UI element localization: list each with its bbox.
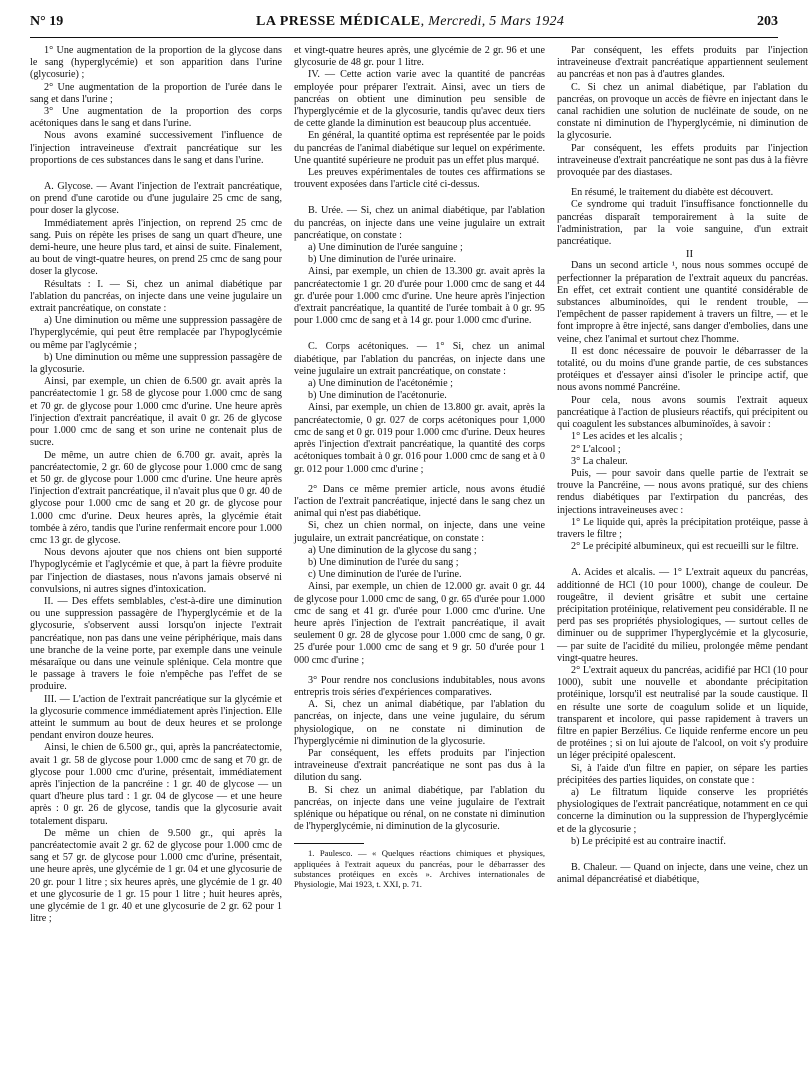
list-item: a) Le filtratum liquide conserve les propriétés physiologiques de l'extrait pancréatique, notamment en ce qui concerne la diminution ou la suppression de l'hyperglycémie et de la glycosurie ; [557, 786, 808, 835]
list-item: b) Une diminution de l'urée urinaire. [308, 254, 457, 266]
paragraph: Il est donc nécessaire de pouvoir le débarrasser de la totalité, ou du moins d'une grande partie, de ces substances protéiques et d'essayer ainsi d'isoler le principe actif, que nous avons nommé Pancréine. [557, 345, 808, 394]
list-item: a) Une diminution de l'acétonémie ; [308, 378, 453, 390]
paragraph: Pour cela, nous avons soumis l'extrait aqueux pancréatique à l'action de plusieurs réactifs, qui précipitent ou qui coagulent les substances albuminoïdes, à savoir : [557, 394, 808, 431]
section-heading-uree: B. Urée. — Si, chez un animal diabétique, par l'ablation du pancréas, on injecte dans une veine jugulaire un extrait pancréatique, on constate : [294, 205, 545, 241]
paragraph: 3° Pour rendre nos conclusions indubitables, nous avons entrepris trois séries d'expériences comparatives. [294, 674, 545, 698]
paragraph: 3° Une augmentation de la proportion des corps acétoniques dans le sang et dans l'urine. [30, 106, 282, 130]
paragraph: 2° L'extrait aqueux du pancréas, acidifié par HCl (10 pour 1000), subit une nouvelle et abondante précipitation protéinique, lorsqu'il est neutralisé par la soude caustique. Il en résulte une sorte de coagulum solide et un liquide, transparent et incolore, qui passe rapidement à travers un filtre en papier Berzélius. Ce liquide renferme encore un peu de protéines ; si on lui ajoute de l'alcool, on voit s'y produire un léger précipité opalescent. [557, 664, 808, 762]
paragraph: Ainsi, le chien de 6.500 gr., qui, après la pancréatectomie, avait 1 gr. 58 de glycose pour 1.000 cmc de sang et 70 gr. de glycose pour 1.000 cmc d'urine, présentait, immédiatement après l'injection de la pancréine : 1 gr. 40 de glycose — un quart d'heure plus tard : 1 gr. 04 de glycose — et une heure après : 0 gr. 26 de glycose, tandis que la glycosurie avait totalement disparu. [30, 742, 282, 827]
paragraph: Ainsi, par exemple, un chien de 12.000 gr. avait 0 gr. 44 de glycose pour 1.000 cmc de sang, 0 gr. 65 d'urée pour 1.000 cmc de sang et 41 gr. d'urée pour 1.000 cmc d'urine. Une heure après l'injection de l'extrait pancréatique, il avait seulement 0 gr. 28 de glycose pour 1.000 cmc de sang, 0 gr. 25 d'urée pour 1.000 cmc de sang et 9 gr. 50 d'urée pour 1 000 cmc d'urine ; [294, 581, 545, 666]
paragraph: 1° Une augmentation de la proportion de la glycose dans le sang (hyperglycémie) et son apparition dans l'urine (glycosurie) ; [30, 45, 282, 81]
paragraph: De même un chien de 9.500 gr., qui après la pancréatectomie avait 2 gr. 62 de glycose pour 1.000 cmc de sang et 57 gr. de glycose pour 1.000 cmc d'urine, présentait, une heure après, une glycémie de 1 gr. 04 et une glycosurie de 20 gr. pour 1 litre ; six heures après, une glycémie de 1 gr. 40 et une glycosurie de 1 gr. 15 pour 1 litre ; huit heures après, une glycémie de 1 gr. 40 et une glycosurie de 2 gr. 62 pour 1 litre ; [30, 827, 282, 925]
page-header [30, 14, 778, 38]
footnote-rule [294, 843, 364, 844]
masthead: LA PRESSE MÉDICALE, Mercredi, 5 Mars 1924 [256, 14, 565, 29]
paragraph: et vingt-quatre heures après, une glycémie de 2 gr. 96 et une glycosurie de 48 gr. pour 1 litre. [294, 45, 545, 69]
paragraph: Par conséquent, les effets produits par l'injection intraveineuse d'extrait pancréatique ne sont pas dus à la fièvre provoquée par des diastases. [557, 142, 808, 179]
paragraph: Ce syndrome qui traduit l'insuffisance fonctionnelle du pancréas disparaît temporairement à la suite de l'administration, par la voie sanguine, d'un extrait pancréatique. [557, 199, 808, 248]
paragraph: Les preuves expérimentales de toutes ces affirmations se trouvent exposées dans l'article cité ci-dessus. [294, 167, 545, 191]
section-number: II [685, 248, 694, 261]
paragraph: Puis, — pour savoir dans quelle partie de l'extrait se trouve la Pancréine, — nous avons pratiqué, sur des chiens rendus diabétiques par l'extirpation du pancréas, des injections intraveineuses avec : [557, 467, 808, 516]
paragraph: Immédiatement après l'injection, on reprend 25 cmc de sang. Puis on répète les prises de sang un quart d'heure, une demi-heure, une heure plus tard, et ainsi de suite. Finalement, au bout de vingt-quatre heures, on prend 25 cmc de sang pour doser la glycose. [30, 217, 282, 278]
paragraph: 2° Une augmentation de la proportion de l'urée dans le sang et dans l'urine ; [30, 81, 282, 105]
list-item: a) Une diminution de la glycose du sang ; [308, 544, 477, 556]
paragraph: II. — Des effets semblables, c'est-à-dire une diminution ou une suppression passagère de l'hyperglycémie et de la glycosurie, s'observent aussi lorsqu'on injecte l'extrait pancréatique, non pas dans une veine périphérique, mais dans une branche de la veine porte, par exemple dans une veinule mésaraïque ou dans une veinule splénique. Cela montre que le passage à travers le foie n'empêche pas l'effet de se produire. [30, 595, 282, 693]
text-columns [30, 45, 808, 1075]
page-number: 203 [757, 14, 778, 29]
paragraph: 2° Dans ce même premier article, nous avons étudié l'action de l'extrait pancréatique, injecté dans le sang chez un animal qui n'est pas diabétique. [294, 483, 545, 520]
column-3 [557, 45, 808, 1075]
column-1 [30, 45, 282, 1075]
paragraph: En résumé, le traitement du diabète est découvert. [571, 187, 774, 199]
list-item: 1° Le liquide qui, après la précipitation protéique, passe à travers le filtre ; [557, 516, 808, 540]
list-item: b) Une diminution ou même une suppression passagère de la glycosurie. [30, 351, 282, 376]
list-item: 1° Les acides et les alcalis ; [571, 431, 683, 443]
footnote: 1. Paulesco. — « Quelques réactions chimiques et physiques, appliquées à l'extrait aqueux du pancréas, pour le débarrasser des substances protéiques en excès ». Archives internationales de Physiologie, Mai 1923, t. XXI, p. 71. [294, 848, 545, 889]
paragraph: IV. — Cette action varie avec la quantité de pancréas employée pour préparer l'extrait. Ainsi, avec un tiers de pancréas on obtient une diminution peu sensible de l'hyperglycémie et de la glycosurie, tandis qu'avec deux tiers de cette glande la diminution est beaucoup plus accentuée. [294, 69, 545, 130]
paragraph: C. Si chez un animal diabétique, par l'ablation du pancréas, on provoque un accès de fièvre en injectant dans le canal rachidien une solution de nucléinate de soude, on ne constate ni diminution de l'hyperglycémie, ni diminution de la glycosurie. [557, 81, 808, 142]
paragraph: Dans un second article ¹, nous nous sommes occupé de perfectionner la préparation de l'extrait aqueux du pancréas. En effet, cet extrait contient une quantité considérable de substances albuminoïdes, qui le rendent trouble, — l'empêchent de passer rapidement à travers un filtre, — et le font impropre à être injecté, sans danger d'embolies, dans une veine, chez l'animal et surtout chez l'homme. [557, 260, 808, 345]
paragraph: Par conséquent, les effets produits par l'injection intraveineuse d'extrait pancréatique appartiennent seulement au pancréas et non pas à d'autres glandes. [557, 45, 808, 81]
list-item: b) Le précipité est au contraire inactif. [571, 835, 726, 847]
list-item: b) Une diminution de l'acétonurie. [308, 390, 447, 402]
paragraph: Si, chez un chien normal, on injecte, dans une veine jugulaire, un extrait pancréatique, on constate : [294, 520, 545, 544]
paragraph: En général, la quantité optima est représentée par le poids du pancréas de l'animal diabétique sur lequel on expérimente. Une quantité supérieure ne produit pas un effet plus marqué. [294, 130, 545, 166]
section-heading-acides-alcalis: A. Acides et alcalis. — 1° L'extrait aqueux du pancréas, additionné de HCl (10 pour 1000), change de couleur. De rougeâtre, il devient grisâtre et subit une certaine précipitation protéinique, relativement peu considérable. Il ne perd pas ses propriétés physiologiques, — surtout celles de diminuer ou de supprimer l'hyperglycémie et la glycosurie, — par suite de l'acidité du milieu, prolongée même pendant vingt-quatre heures. [557, 567, 808, 664]
paragraph: Nous devons ajouter que nos chiens ont bien supporté l'hypoglycémie et l'aglycémie et que, à part la fièvre produite par l'injection de diastases, nous n'avons jamais observé ni convulsions, ni autres signes d'intoxication. [30, 547, 282, 595]
issue-date: Mercredi, 5 Mars 1924 [428, 14, 565, 29]
paragraph: Ainsi, par exemple, un chien de 13.800 gr. avait, après la pancréatectomie, 0 gr. 027 de corps acétoniques pour 1,000 cmc de sang et 0 gr. 019 pour 1.000 cmc d'urine. Deux heures après l'injection d'extrait pancréatique, la quantité des corps acétoniques tombait à 0 gr. 016 pour 1.000 cmc de sang et à 0 gr. 012 pour 1.000 cmc d'urine ; [294, 402, 545, 475]
column-2 [294, 45, 545, 1075]
list-item: 3° La chaleur. [571, 455, 628, 467]
paragraph: Nous avons examiné successivement l'influence de l'injection intraveineuse d'extrait pancréatique sur les proportions de ces substances dans le sang et dans l'urine. [30, 130, 282, 166]
list-item: a) Une diminution de l'urée sanguine ; [308, 242, 463, 254]
paragraph: Résultats : I. — Si, chez un animal diabétique par l'ablation du pancréas, on injecte dans une veine jugulaire un extrait pancréatique, on constate : [30, 278, 282, 315]
issue-number: N° 19 [30, 14, 64, 29]
paragraph: Si, à l'aide d'un filtre en papier, on sépare les parties précipitées des parties liquides, on constate que : [557, 762, 808, 786]
section-heading-corps-acetoniques: C. Corps acétoniques. — 1° Si, chez un animal diabétique, par l'ablation du pancréas, on injecte dans une veine jugulaire un extrait pancréatique, on constate : [294, 341, 545, 377]
list-item: 2° L'alcool ; [571, 443, 621, 455]
paragraph: Ainsi, par exemple, un chien de 6.500 gr. avait après la pancréatectomie 1 gr. 58 de glycose pour 1.000 cmc de sang et 70 gr. de glycose pour 1.000 cmc d'urine. Une heure après l'injection d'extrait pancréatique, il avait 0 gr. 26 de glycose pour 1.000 cmc de sang et son urine ne contenait plus de sucre. [30, 376, 282, 449]
paragraph: B. Si chez un animal diabétique, par l'ablation du pancréas, on injecte dans une veine jugulaire de l'extrait splénique ou hépatique ou rénal, on ne constate ni diminution de l'hyperglycémie, ni diminution de la glycosurie. [294, 784, 545, 833]
paragraph: III. — L'action de l'extrait pancréatique sur la glycémie et la glycosurie commence immédiatement après l'injection. Elle atteint le summum au bout de deux heures et se prolonge pendant environ douze heures. [30, 693, 282, 742]
section-heading-glycose: A. Glycose. — Avant l'injection de l'extrait pancréatique, on prend d'une carotide ou d'une jugulaire 25 cmc de sang, pour doser la glycose. [30, 181, 282, 217]
section-heading-chaleur: B. Chaleur. — Quand on injecte, dans une veine, chez un animal dépancréatisé et diabétique, [557, 862, 808, 886]
paragraph: A. Si, chez un animal diabétique, par l'ablation du pancréas, on injecte, dans une veine jugulaire, du sérum physiologique, on ne constate ni diminution de l'hyperglycémie ni diminution de la glycosurie. [294, 699, 545, 747]
paragraph: Ainsi, par exemple, un chien de 13.300 gr. avait après la pancréatectomie 1 gr. 20 d'urée pour 1.000 cmc de sang et 44 gr. d'urée pour 1.000 cmc d'urine. Une heure après l'injection d'extrait pancréatique, la quantité de l'urée tombait à 0 gr. 95 pour 1.000 cmc de sang et à 14 gr. pour 1.000 cmc d'urine. [294, 266, 545, 327]
list-item: 2° Le précipité albumineux, qui est recueilli sur le filtre. [571, 541, 799, 553]
list-item: c) Une diminution de l'urée de l'urine. [308, 569, 462, 581]
list-item: b) Une diminution de l'urée du sang ; [308, 556, 459, 568]
paragraph: De même, un autre chien de 6.700 gr. avait, après la pancréatectomie, 2 gr. 60 de glycose pour 1.000 cmc de sang et 50 gr. de glycose pour 1.000 cmc d'urine. Une heure après l'injection d'extrait pancréatique, il n'avait plus que 0 gr. 40 de glycose pour 1.000 cmc de sang et 20 gr. de glycose pour 1.000 cmc d'urine. Deux heures après, la glycémie était tombée à zéro, tandis que l'urine renfermait encore pour 1.000 cmc 13 gr. de glycose. [30, 449, 282, 546]
paragraph: Par conséquent, les effets produits par l'injection intraveineuse d'extrait pancréatique ne sont pas dus à la dilution du sang. [294, 747, 545, 784]
journal-title: LA PRESSE MÉDICALE [256, 14, 421, 29]
list-item: a) Une diminution ou même une suppression passagère de l'hyperglycémie, qui peut être remplacée par l'hypoglycémie ou même par l'aglycémie ; [30, 315, 282, 351]
